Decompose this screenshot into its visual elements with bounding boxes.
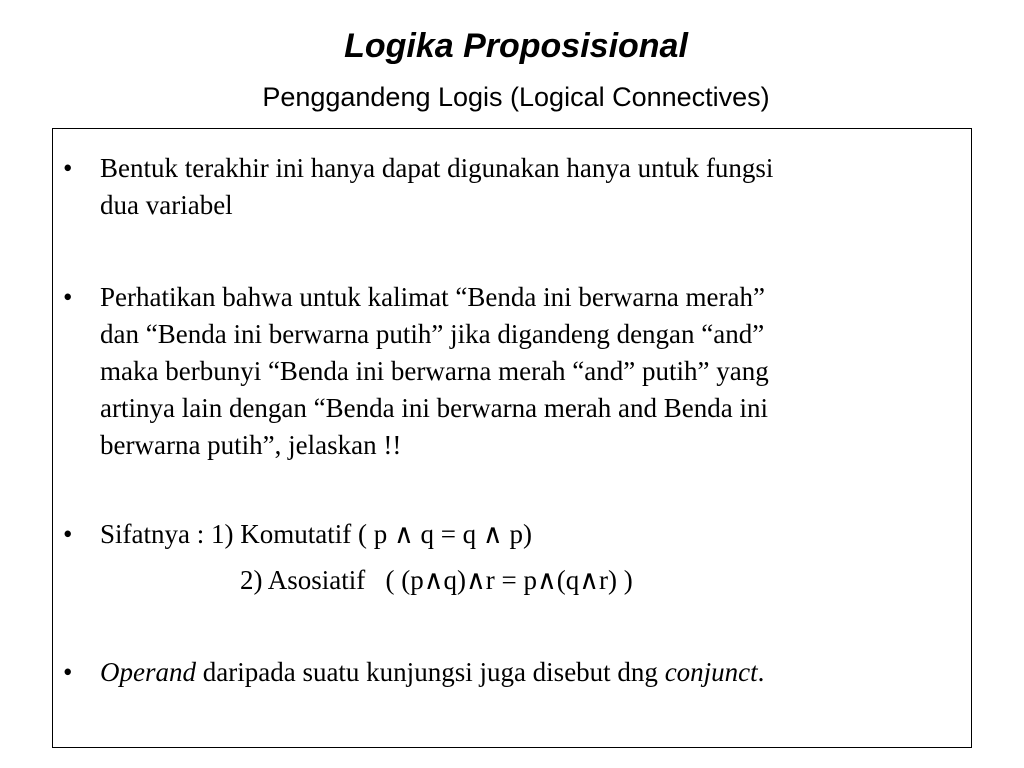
bullet-1-line-2: dua variabel <box>100 190 233 220</box>
bullet-item-3 <box>63 516 960 553</box>
bullet-2-line-5: berwarna putih”, jelaskan !! <box>100 430 402 460</box>
bullet-item-1 <box>63 150 960 224</box>
bullet-marker: • <box>63 153 73 183</box>
bullet-4-text: daripada suatu kunjungsi juga disebut dng <box>196 657 665 687</box>
bullet-marker: • <box>63 519 73 549</box>
conjunct-term: conjunct <box>664 657 758 687</box>
bullet-item-4 <box>63 654 960 691</box>
bullet-marker: • <box>63 657 73 687</box>
bullet-1-line-1: Bentuk terakhir ini hanya dapat digunakan hanya untuk fungsi <box>100 153 774 183</box>
slide-title: Logika Proposisional <box>344 27 688 65</box>
bullet-3-line-2: 2) Asosiatif ( (p∧q)∧r = p∧(q∧r) ) <box>240 565 633 595</box>
bullet-2-line-2: dan “Benda ini berwarna putih” jika digandeng dengan “and” <box>100 319 765 349</box>
bullet-2-line-1: Perhatikan bahwa untuk kalimat “Benda ini berwarna merah” <box>100 282 765 312</box>
operand-term: Operand <box>100 657 196 687</box>
bullet-4-line-1 <box>100 654 960 691</box>
bullet-3-line-1: Sifatnya : 1) Komutatif ( p ∧ q = q ∧ p) <box>100 519 532 549</box>
bullet-2-line-4: artinya lain dengan “Benda ini berwarna merah and Benda ini <box>100 393 768 423</box>
slide-subtitle: Penggandeng Logis (Logical Connectives) <box>262 82 770 112</box>
bullet-2-line-3: maka berbunyi “Benda ini berwarna merah “and” putih” yang <box>100 356 769 386</box>
bullet-marker: • <box>63 282 73 312</box>
bullet-4-period: . <box>757 657 765 687</box>
bullet-item-2 <box>63 279 960 464</box>
